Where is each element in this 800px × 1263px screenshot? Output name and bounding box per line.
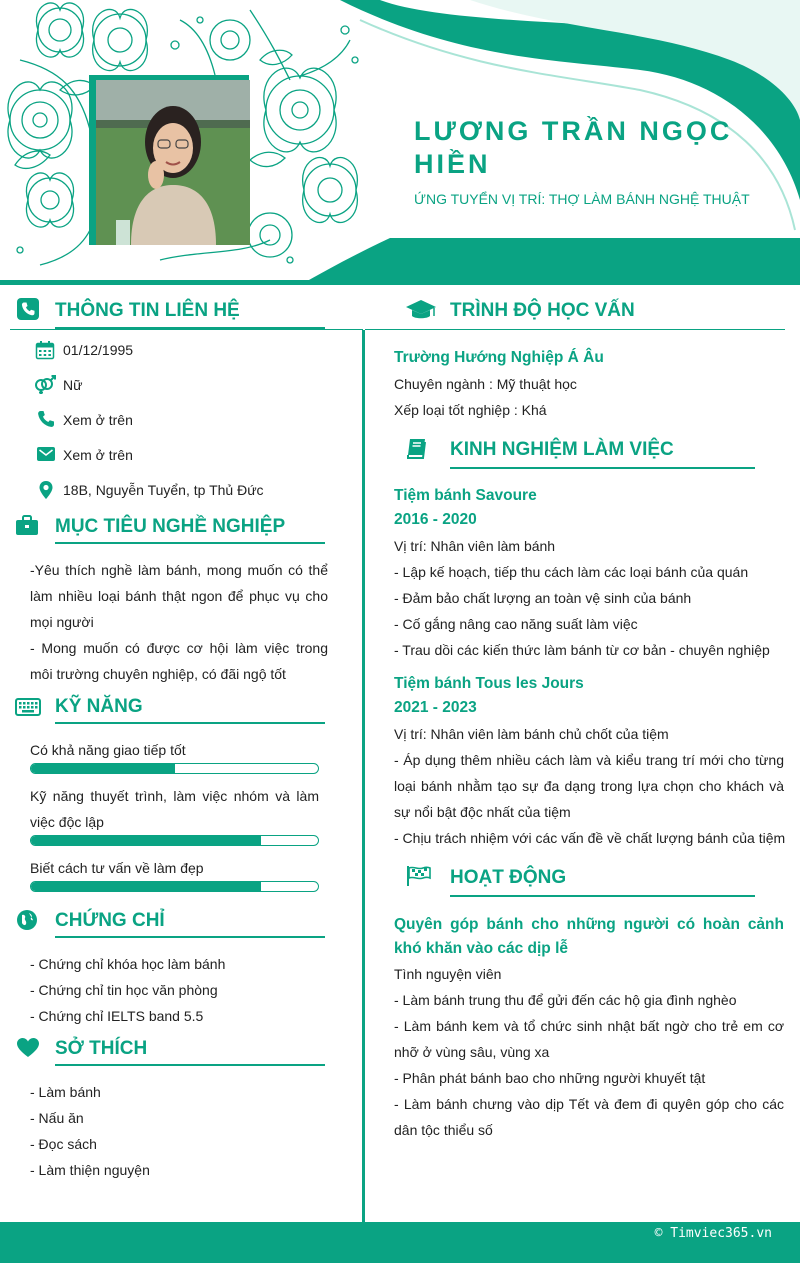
job-task: - Cố gắng nâng cao năng suất làm việc <box>394 616 638 632</box>
certificate-item: - Chứng chỉ khóa học làm bánh <box>30 956 226 972</box>
hobby-item: - Đọc sách <box>30 1136 97 1152</box>
experience-title: KINH NGHIỆM LÀM VIỆC <box>450 439 674 460</box>
skill-progress-fill <box>31 836 261 845</box>
applied-position: ỨNG TUYỂN VỊ TRÍ: THỢ LÀM BÁNH NGHỆ THUẬT <box>414 191 750 207</box>
activity-task: - Làm bánh trung thu để gửi đến các hộ gia đình nghèo <box>394 992 737 1008</box>
certificate-item: - Chứng chỉ IELTS band 5.5 <box>30 1008 204 1024</box>
skill-progress-bar <box>30 763 319 774</box>
email-value: Xem ở trên <box>63 447 133 463</box>
skill-progress-bar <box>30 881 319 892</box>
envelope-icon <box>36 446 56 467</box>
activity-task: - Làm bánh kem và tổ chức sinh nhật bất ngờ cho trẻ em cơ nhỡ ở vùng sâu, vùng xa <box>394 1018 784 1060</box>
graduation-cap-icon <box>405 298 437 327</box>
skill-progress-fill <box>31 764 175 773</box>
education-title: TRÌNH ĐỘ HỌC VẤN <box>450 300 635 321</box>
education-grade: Xếp loại tốt nghiệp : Khá <box>394 402 547 418</box>
phone-icon <box>37 410 55 433</box>
skills-title-underline <box>55 722 325 724</box>
candidate-name: LƯƠNG TRẦN NGỌC HIỀN <box>414 116 733 179</box>
hobby-item: - Làm bánh <box>30 1084 101 1100</box>
objective-paragraph-1: -Yêu thích nghề làm bánh, mong muốn có thể làm nhiều loại bánh thật ngon để phục vụ cho mọi người <box>30 562 328 630</box>
experience-title-underline <box>450 467 755 469</box>
job-role: Vị trí: Nhân viên làm bánh chủ chốt của tiệm <box>394 726 669 742</box>
hobby-item: - Làm thiện nguyện <box>30 1162 150 1178</box>
education-title-underline <box>365 329 785 330</box>
job-period: 2021 - 2023 <box>394 699 477 716</box>
job-task: - Lập kế hoạch, tiếp thu cách làm các loại bánh của quán <box>394 564 749 580</box>
objective-title-underline <box>55 542 325 544</box>
phone-icon <box>17 298 39 325</box>
activity-name: Quyên góp bánh cho những người có hoàn cảnh khó khăn vào các dịp lễ <box>394 916 784 957</box>
certificate-item: - Chứng chỉ tin học văn phòng <box>30 982 218 998</box>
section-divider <box>10 329 363 330</box>
skill-label: Có khả năng giao tiếp tốt <box>30 742 186 758</box>
keyboard-icon <box>15 698 41 721</box>
job-task: - Áp dụng thêm nhiều cách làm và kiểu trang trí mới cho từng loại bánh nhằm tạo sự đa dạng trong lựa chọn cho khách và sự nổi bật độc nhất của tiệm <box>394 752 784 820</box>
certificates-title-underline <box>55 936 325 938</box>
hobbies-title-underline <box>55 1064 325 1066</box>
briefcase-icon <box>15 515 39 541</box>
footer-bar <box>0 1222 800 1263</box>
activities-title-underline <box>450 895 755 897</box>
objective-paragraph-2: - Mong muốn có được cơ hội làm việc trong môi trường chuyên nghiệp, có đãi ngộ tốt <box>30 640 328 682</box>
job-period: 2016 - 2020 <box>394 511 477 528</box>
skill-progress-bar <box>30 835 319 846</box>
flag-icon <box>406 865 432 892</box>
objective-title: MỤC TIÊU NGHỀ NGHIỆP <box>55 516 286 537</box>
gender-value: Nữ <box>63 377 83 393</box>
globe-icon <box>16 909 38 936</box>
job-company: Tiệm bánh Tous les Jours <box>394 675 584 692</box>
gender-icon <box>33 375 57 400</box>
activity-task: - Phân phát bánh bao cho những người khuyết tật <box>394 1070 706 1086</box>
skill-label: Kỹ năng thuyết trình, làm việc nhóm và làm việc độc lập <box>30 788 319 830</box>
birthday-value: 01/12/1995 <box>63 342 134 358</box>
hobby-item: - Nấu ăn <box>30 1110 84 1126</box>
skills-title: KỸ NĂNG <box>55 696 143 717</box>
calendar-icon <box>35 340 55 365</box>
heart-icon <box>16 1037 40 1063</box>
header <box>0 0 800 285</box>
education-major: Chuyên ngành : Mỹ thuật học <box>394 376 577 392</box>
column-divider <box>362 330 365 1222</box>
job-task: - Trau dồi các kiến thức làm bánh từ cơ bản - chuyên nghiệp <box>394 642 770 658</box>
certificates-title: CHỨNG CHỈ <box>55 910 165 931</box>
job-task: - Chịu trách nhiệm với các vấn đề về chất lượng bánh của tiệm <box>394 830 786 846</box>
activities-title: HOẠT ĐỘNG <box>450 867 567 888</box>
school-name: Trường Hướng Nghiệp Á Âu <box>394 349 604 366</box>
skill-label: Biết cách tư vấn về làm đẹp <box>30 860 204 876</box>
activity-role: Tình nguyện viên <box>394 966 502 982</box>
book-icon <box>405 437 429 466</box>
address-value: 18B, Nguyễn Tuyển, tp Thủ Đức <box>63 482 264 498</box>
contact-title: THÔNG TIN LIÊN HỆ <box>55 300 240 321</box>
job-role: Vị trí: Nhân viên làm bánh <box>394 538 556 554</box>
footer-copyright: © Timviec365.vn <box>654 1226 772 1241</box>
job-company: Tiệm bánh Savoure <box>394 487 537 504</box>
hobbies-title: SỞ THÍCH <box>55 1038 148 1059</box>
avatar <box>96 80 250 245</box>
map-pin-icon <box>38 480 54 505</box>
skill-progress-fill <box>31 882 261 891</box>
activity-task: - Làm bánh chưng vào dịp Tết và đem đi quyên góp cho các dân tộc thiểu số <box>394 1096 784 1138</box>
phone-value: Xem ở trên <box>63 412 133 428</box>
job-task: - Đảm bảo chất lượng an toàn vệ sinh của bánh <box>394 590 692 606</box>
